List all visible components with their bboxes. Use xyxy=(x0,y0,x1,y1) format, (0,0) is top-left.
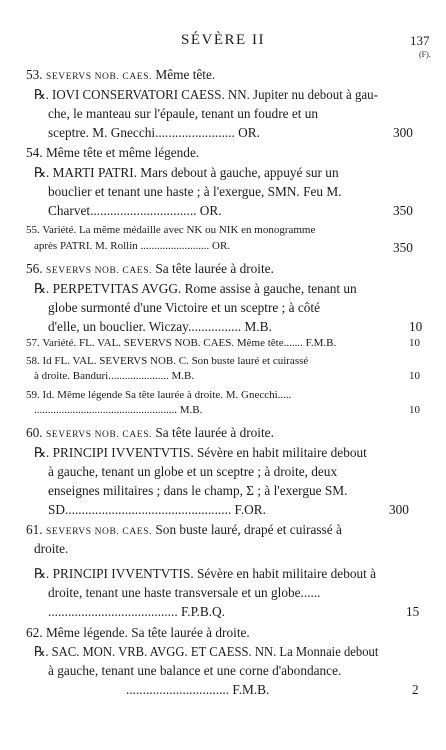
obverse-legend: SEVERVS NOB. CAES. xyxy=(45,266,153,276)
price: 350 xyxy=(393,240,413,255)
entry-text: .................................................... M.B. xyxy=(34,404,203,416)
obverse-legend: SEVERVS NOB. CAES. xyxy=(45,527,153,537)
running-title: SÉVÈRE II xyxy=(181,32,265,48)
obverse-description: Sa tête laurée à droite. xyxy=(155,425,274,440)
reverse-line: che, le manteau sur l'épaule, tenant un foudre et un xyxy=(48,106,319,121)
reverse-line: ℞. PRINCIPI IVVENTVTIS. Sévère en habit militaire debout xyxy=(34,445,367,460)
entry-55 xyxy=(26,225,315,236)
entry-text: après PATRI. M. Rollin ......................... OR. xyxy=(34,240,231,252)
reverse-line: Charvet................................ OR. xyxy=(48,203,222,218)
price: 15 xyxy=(406,604,420,619)
entry-54-obverse xyxy=(26,146,199,159)
page-number: 137 xyxy=(410,33,430,48)
price: 300 xyxy=(393,125,413,140)
price: 10 xyxy=(409,370,420,382)
obverse-description: Même tête. xyxy=(155,67,216,82)
reverse-line: bouclier et tenant une haste ; à l'exergue, SMN. Feu M. xyxy=(48,184,342,199)
reverse-line: ℞. PRINCIPI IVVENTVTIS. Sévère en habit militaire debout à xyxy=(34,566,377,581)
entry-57 xyxy=(26,338,336,349)
price: 2 xyxy=(412,682,419,697)
entry-number: 61. xyxy=(26,522,43,537)
reverse-line: ............................... F.M.B. xyxy=(126,682,270,697)
entry-number: 62. xyxy=(26,625,43,640)
folio-mark: (F). xyxy=(419,50,431,59)
reverse-line: globe surmonté d'une Victoire et un sceptre ; à côté xyxy=(48,300,321,315)
entry-61-obverse xyxy=(26,523,342,538)
price: 350 xyxy=(393,203,413,218)
price: 10 xyxy=(409,319,423,334)
price: 10 xyxy=(409,404,420,416)
entry-number: 53. xyxy=(26,67,43,82)
price: 10 xyxy=(409,337,420,349)
reverse-line: ℞. PERPETVITAS AVGG. Rome assise à gauche, tenant un xyxy=(34,281,357,296)
entry-56-obverse xyxy=(26,262,274,277)
entry-number: 56. xyxy=(26,261,43,276)
obverse-legend: SEVERVS NOB. CAES. xyxy=(45,430,153,440)
obverse-continuation: droite. xyxy=(34,541,69,556)
reverse-line: ....................................... F.P.B.Q. xyxy=(48,604,225,619)
entry-text: Id. Même légende Sa tête laurée à droite. M. Gnecchi..... xyxy=(42,389,292,401)
obverse-description: Sa tête laurée à droite. xyxy=(155,261,274,276)
entry-number: 54. xyxy=(26,145,43,160)
entry-53-obverse xyxy=(26,68,215,83)
entry-58 xyxy=(26,356,308,367)
entry-62-obverse xyxy=(26,626,250,639)
entry-text: à droite. Banduri...................... M.B. xyxy=(34,370,195,382)
entry-number: 59. xyxy=(26,389,40,401)
entry-number: 58. xyxy=(26,355,40,367)
entry-number: 57. xyxy=(26,337,40,349)
entry-text: Variété. FL. VAL. SEVERVS NOB. CAES. Même tête....... F.M.B. xyxy=(42,337,337,349)
reverse-line: ℞. SAC. MON. VRB. AVGG. ET CAESS. NN. La Monnaie debout xyxy=(34,644,379,659)
reverse-line: enseignes militaires ; dans le champ, Σ ; à l'exergue SM. xyxy=(48,483,348,498)
entry-text: Id FL. VAL. SEVERVS NOB. C. Son buste lauré et cuirassé xyxy=(42,355,309,367)
obverse-description: Même tête et même légende. xyxy=(45,145,200,160)
entry-text: Variété. La même médaille avec NK ou NIK en monogramme xyxy=(42,224,316,236)
reverse-line: d'elle, un bouclier. Wiczay................ M.B. xyxy=(48,319,272,334)
reverse-line: à gauche, tenant un globe et un sceptre ; à droite, deux xyxy=(48,464,338,479)
entry-60-obverse xyxy=(26,426,274,441)
obverse-description: Même légende. Sa tête laurée à droite. xyxy=(45,625,250,640)
reverse-line: SD.................................................. F.OR. xyxy=(48,502,266,517)
price: 300 xyxy=(389,502,409,517)
obverse-description: Son buste lauré, drapé et cuirassé à xyxy=(155,522,342,537)
reverse-line: à gauche, tenant une balance et une corne d'abondance. xyxy=(48,663,342,678)
entry-number: 60. xyxy=(26,425,43,440)
reverse-line: sceptre. M. Gnecchi........................ OR. xyxy=(48,125,260,140)
reverse-line: ℞. IOVI CONSERVATORI CAESS. NN. Jupiter nu debout à gau- xyxy=(34,87,378,102)
reverse-line: droite, tenant une haste transversale et un globe...... xyxy=(48,585,321,600)
entry-number: 55. xyxy=(26,224,40,236)
entry-59 xyxy=(26,390,291,401)
reverse-line: ℞. MARTI PATRI. Mars debout à gauche, appuyé sur un xyxy=(34,165,339,180)
obverse-legend: SEVERVS NOB. CAES. xyxy=(45,72,153,82)
